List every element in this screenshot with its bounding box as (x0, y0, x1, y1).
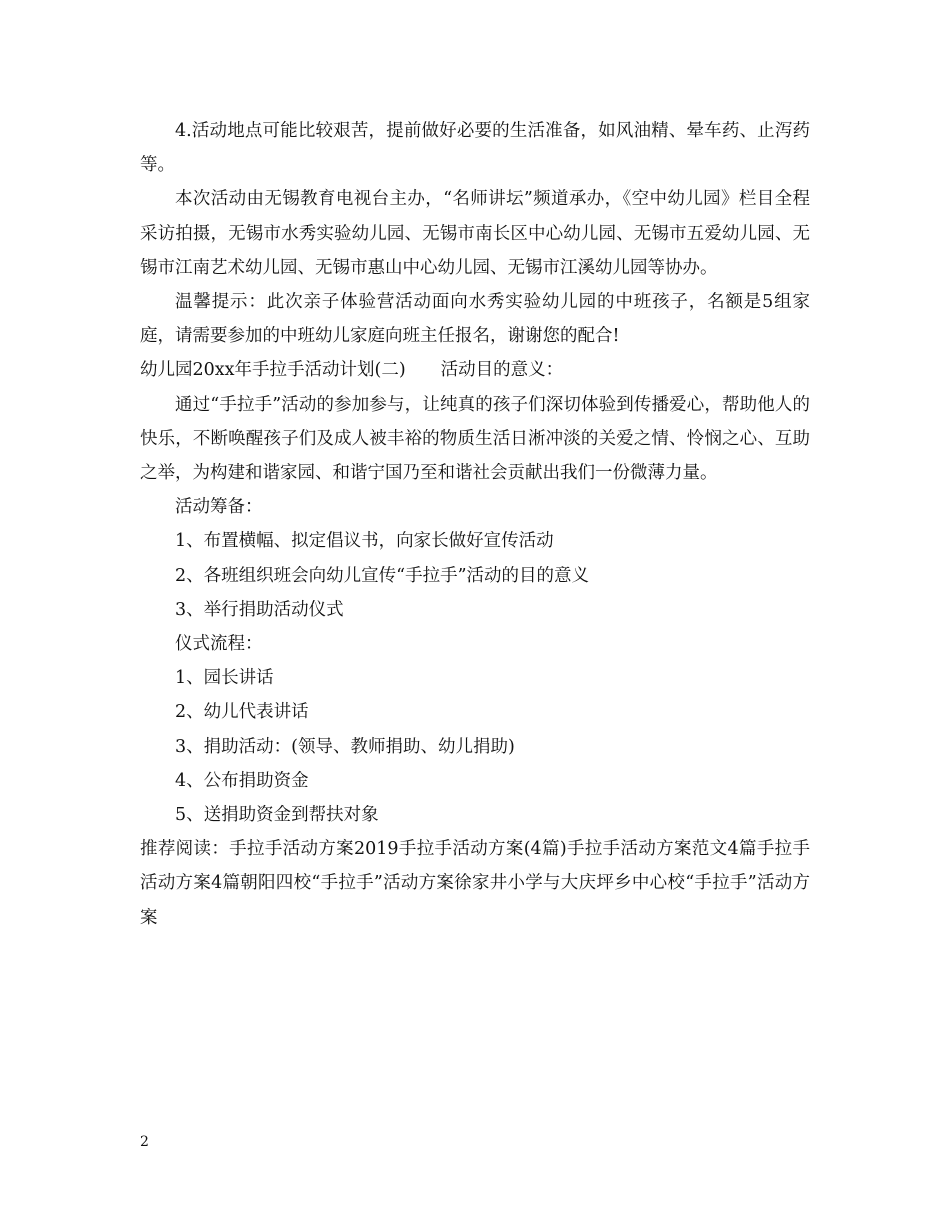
prep-item: 3、举行捐助活动仪式 (175, 599, 344, 620)
paragraph-organizers: 本次活动由无锡教育电视台主办，“名师讲坛”频道承办，《空中幼儿园》栏目全程采访拍摄，无锡市水秀实验幼儿园、无锡市南长区中心幼儿园、无锡市五爱幼儿园、无锡市江南艺术幼儿园、无锡市惠山中心幼儿园、无锡市江溪幼儿园等协办。 (140, 189, 810, 278)
flow-item: 5、送捐助资金到帮扶对象 (175, 805, 379, 826)
flow-item: 4、公布捐助资金 (175, 770, 309, 791)
document-body (140, 114, 810, 935)
paragraph-preparation-note: 4.活动地点可能比较艰苦，提前做好必要的生活准备，如风油精、晕车药、止泻药等。 (140, 121, 810, 176)
prep-title: 活动筹备： (175, 497, 263, 518)
section-heading-line (140, 353, 810, 387)
section-heading: 幼儿园20xx年手拉手活动计划(二) (140, 360, 406, 381)
flow-item: 1、园长讲话 (175, 668, 274, 689)
recommended-reading: 推荐阅读：手拉手活动方案2019手拉手活动方案(4篇)手拉手活动方案范文4篇手拉手活动方案4篇朝阳四校“手拉手”活动方案徐家井小学与大庆坪乡中心校“手拉手”活动方案 (140, 839, 810, 928)
flow-title: 仪式流程： (175, 634, 263, 655)
prep-item: 1、布置横幅、拟定倡议书，向家长做好宣传活动 (175, 531, 554, 552)
page-number: 2 (140, 1134, 149, 1150)
prep-item: 2、各班组织班会向幼儿宣传“手拉手”活动的目的意义 (175, 565, 590, 586)
flow-item: 3、捐助活动：(领导、教师捐助、幼儿捐助) (175, 736, 515, 757)
section-heading-purpose: 活动目的意义： (440, 360, 564, 381)
paragraph-purpose: 通过“手拉手”活动的参加参与，让纯真的孩子们深切体验到传播爱心，帮助他人的快乐，不断唤醒孩子们及成人被丰裕的物质生活日淅冲淡的关爱之情、怜悯之心、互助之举，为构建和谐家园、和谐宁国乃至和谐社会贡献出我们一份微薄力量。 (140, 394, 810, 484)
paragraph-reminder: 温馨提示：此次亲子体验营活动面向水秀实验幼儿园的中班孩子，名额是5组家庭，请需要参加的中班幼儿家庭向班主任报名，谢谢您的配合! (140, 292, 810, 347)
flow-item: 2、幼儿代表讲话 (175, 702, 309, 723)
